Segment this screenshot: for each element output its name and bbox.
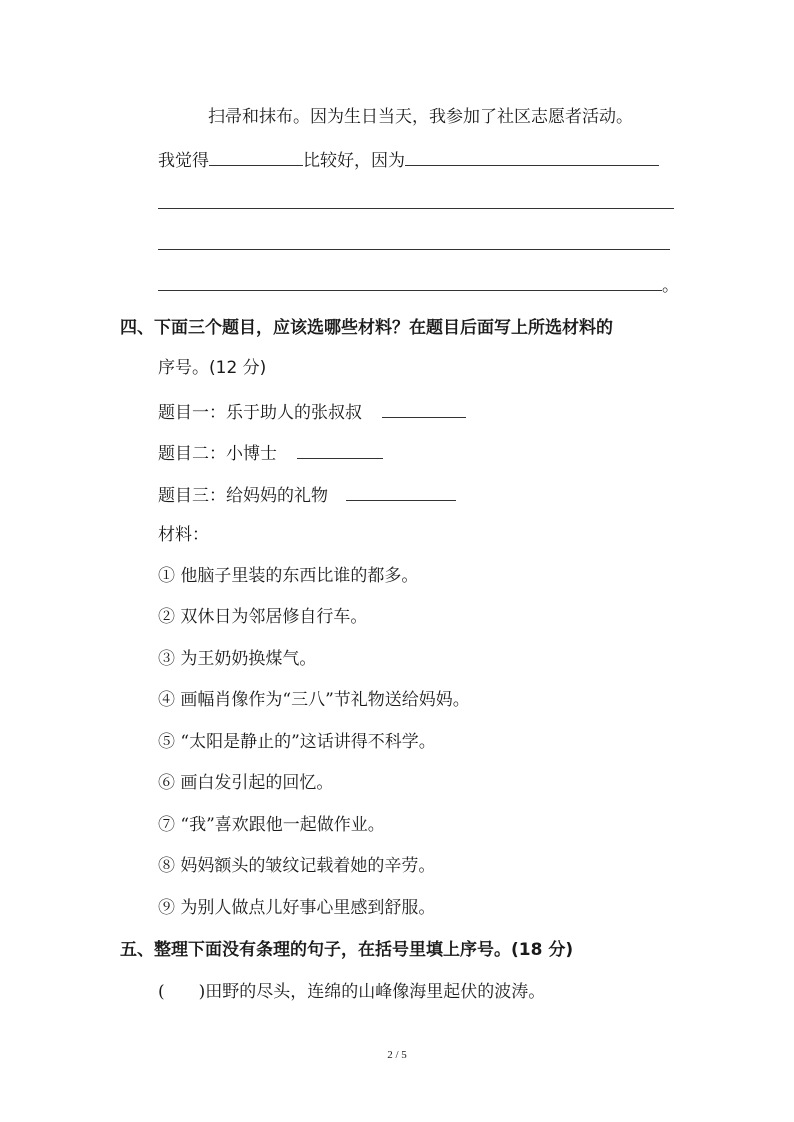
topic-2-label: 题目二：小博士 — [158, 444, 277, 464]
q5-item-1 — [158, 980, 545, 1004]
q4-heading-line1: 四、下面三个题目，应该选哪些材料？在题目后面写上所选材料的 — [120, 318, 613, 338]
topic-1 — [158, 399, 466, 425]
topic-2-blank[interactable] — [297, 440, 383, 459]
answer-line-1[interactable] — [158, 208, 674, 209]
material-item: ② 双休日为邻居修自行车。 — [158, 607, 368, 627]
q5-open-paren: ( — [158, 982, 165, 1002]
q4-heading-line2: 序号。(12 分) — [158, 358, 267, 378]
opinion-middle: 比较好，因为 — [303, 151, 405, 171]
material-item: ⑦ “我”喜欢跟他一起做作业。 — [158, 815, 385, 835]
material-item: ⑥ 画白发引起的回忆。 — [158, 773, 334, 793]
materials-label: 材料： — [158, 525, 209, 545]
opinion-blank-2[interactable] — [405, 147, 659, 166]
opinion-line — [158, 147, 659, 173]
answer-end-mark: 。 — [662, 276, 679, 296]
q5-item-1-text: 田野的尽头，连绵的山峰像海里起伏的波涛。 — [205, 982, 546, 1002]
answer-line-3[interactable] — [158, 290, 662, 291]
material-item: ③ 为王奶奶换煤气。 — [158, 649, 317, 669]
topic-1-blank[interactable] — [382, 399, 466, 418]
material-item: ① 他脑子里装的东西比谁的都多。 — [158, 566, 419, 586]
q5-heading: 五、整理下面没有条理的句子，在括号里填上序号。(18 分) — [120, 940, 574, 960]
topic-3-label: 题目三：给妈妈的礼物 — [158, 486, 328, 506]
page-number: 2 / 5 — [387, 1049, 407, 1061]
continued-text: 扫帚和抹布。因为生日当天，我参加了社区志愿者活动。 — [208, 107, 633, 127]
topic-2 — [158, 440, 383, 466]
opinion-prefix: 我觉得 — [158, 151, 209, 171]
topic-1-label: 题目一：乐于助人的张叔叔 — [158, 403, 362, 423]
q5-close-paren: ) — [198, 982, 206, 1002]
material-item: ④ 画幅肖像作为“三八”节礼物送给妈妈。 — [158, 690, 470, 710]
material-item: ⑧ 妈妈额头的皱纹记载着她的辛劳。 — [158, 856, 436, 876]
opinion-blank-1[interactable] — [209, 147, 303, 166]
topic-3 — [158, 482, 456, 508]
topic-3-blank[interactable] — [346, 482, 456, 501]
material-item: ⑤ “太阳是静止的”这话讲得不科学。 — [158, 732, 436, 752]
answer-line-2[interactable] — [158, 249, 670, 250]
material-item: ⑨ 为别人做点儿好事心里感到舒服。 — [158, 898, 436, 918]
